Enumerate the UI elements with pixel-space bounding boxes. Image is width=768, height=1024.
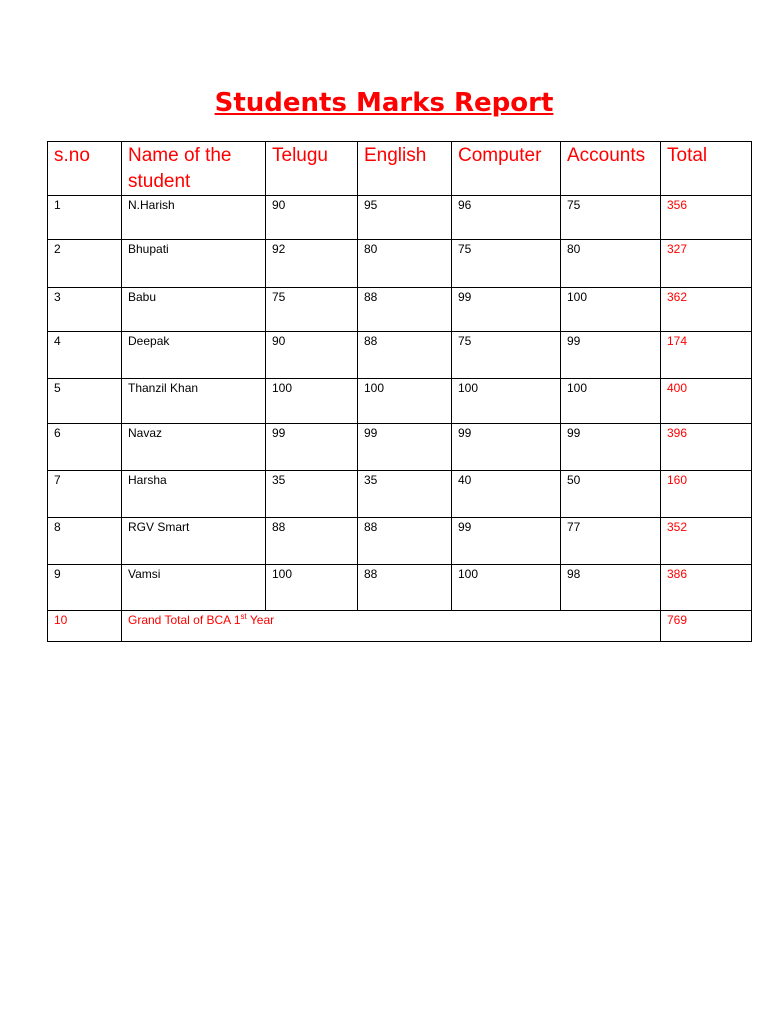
cell-english: 88 xyxy=(358,332,452,379)
cell-accounts: 99 xyxy=(561,424,661,471)
cell-accounts: 100 xyxy=(561,288,661,332)
cell-computer: 40 xyxy=(452,471,561,518)
cell-telugu: 90 xyxy=(266,196,358,240)
cell-computer: 99 xyxy=(452,424,561,471)
grand-total-label xyxy=(122,611,661,642)
cell-sno: 2 xyxy=(48,240,122,288)
cell-accounts: 80 xyxy=(561,240,661,288)
cell-computer: 96 xyxy=(452,196,561,240)
cell-accounts: 100 xyxy=(561,379,661,424)
cell-name: Vamsi xyxy=(122,565,266,611)
cell-sno: 7 xyxy=(48,471,122,518)
cell-telugu: 35 xyxy=(266,471,358,518)
header-sno: s.no xyxy=(48,142,122,196)
cell-computer: 99 xyxy=(452,518,561,565)
cell-accounts: 99 xyxy=(561,332,661,379)
header-computer: Computer xyxy=(452,142,561,196)
cell-total: 352 xyxy=(661,518,752,565)
cell-telugu: 100 xyxy=(266,565,358,611)
cell-telugu: 88 xyxy=(266,518,358,565)
cell-computer: 99 xyxy=(452,288,561,332)
cell-total: 386 xyxy=(661,565,752,611)
cell-sno: 6 xyxy=(48,424,122,471)
cell-accounts: 98 xyxy=(561,565,661,611)
grand-total-label-sup: st xyxy=(240,612,247,621)
cell-computer: 75 xyxy=(452,240,561,288)
cell-telugu: 99 xyxy=(266,424,358,471)
cell-sno: 9 xyxy=(48,565,122,611)
cell-english: 100 xyxy=(358,379,452,424)
cell-name: Navaz xyxy=(122,424,266,471)
cell-telugu: 75 xyxy=(266,288,358,332)
grand-total-label-suffix: Year xyxy=(246,613,275,627)
cell-sno: 4 xyxy=(48,332,122,379)
cell-telugu: 92 xyxy=(266,240,358,288)
table-row xyxy=(48,332,752,379)
marks-table xyxy=(47,141,752,642)
cell-telugu: 100 xyxy=(266,379,358,424)
header-row xyxy=(48,142,752,196)
table-row xyxy=(48,379,752,424)
cell-name: Deepak xyxy=(122,332,266,379)
cell-name: Babu xyxy=(122,288,266,332)
cell-sno: 8 xyxy=(48,518,122,565)
table-row xyxy=(48,518,752,565)
cell-total: 400 xyxy=(661,379,752,424)
cell-total: 396 xyxy=(661,424,752,471)
cell-sno: 3 xyxy=(48,288,122,332)
cell-english: 88 xyxy=(358,518,452,565)
cell-name: Harsha xyxy=(122,471,266,518)
cell-computer: 75 xyxy=(452,332,561,379)
cell-name: Bhupati xyxy=(122,240,266,288)
cell-sno: 1 xyxy=(48,196,122,240)
cell-accounts: 77 xyxy=(561,518,661,565)
cell-accounts: 50 xyxy=(561,471,661,518)
table-row xyxy=(48,565,752,611)
header-english: English xyxy=(358,142,452,196)
cell-total: 356 xyxy=(661,196,752,240)
report-title: Students Marks Report xyxy=(214,88,554,118)
header-telugu: Telugu xyxy=(266,142,358,196)
table-row xyxy=(48,471,752,518)
cell-computer: 100 xyxy=(452,379,561,424)
cell-total: 160 xyxy=(661,471,752,518)
table-row xyxy=(48,196,752,240)
cell-english: 35 xyxy=(358,471,452,518)
header-total: Total xyxy=(661,142,752,196)
cell-name: N.Harish xyxy=(122,196,266,240)
grand-total-value: 769 xyxy=(661,611,752,642)
cell-computer: 100 xyxy=(452,565,561,611)
table-row xyxy=(48,240,752,288)
grand-total-row xyxy=(48,611,752,642)
cell-english: 95 xyxy=(358,196,452,240)
grand-total-label-text: Grand Total of BCA 1 xyxy=(128,613,241,627)
cell-accounts: 75 xyxy=(561,196,661,240)
cell-sno: 5 xyxy=(48,379,122,424)
cell-english: 88 xyxy=(358,288,452,332)
cell-english: 99 xyxy=(358,424,452,471)
cell-name: RGV Smart xyxy=(122,518,266,565)
cell-telugu: 90 xyxy=(266,332,358,379)
table-body xyxy=(48,196,752,611)
header-accounts: Accounts xyxy=(561,142,661,196)
cell-total: 362 xyxy=(661,288,752,332)
grand-total-sno: 10 xyxy=(48,611,122,642)
cell-name: Thanzil Khan xyxy=(122,379,266,424)
cell-total: 327 xyxy=(661,240,752,288)
cell-english: 80 xyxy=(358,240,452,288)
cell-total: 174 xyxy=(661,332,752,379)
table-row xyxy=(48,424,752,471)
cell-english: 88 xyxy=(358,565,452,611)
table-row xyxy=(48,288,752,332)
header-name: Name of the student xyxy=(122,142,266,196)
